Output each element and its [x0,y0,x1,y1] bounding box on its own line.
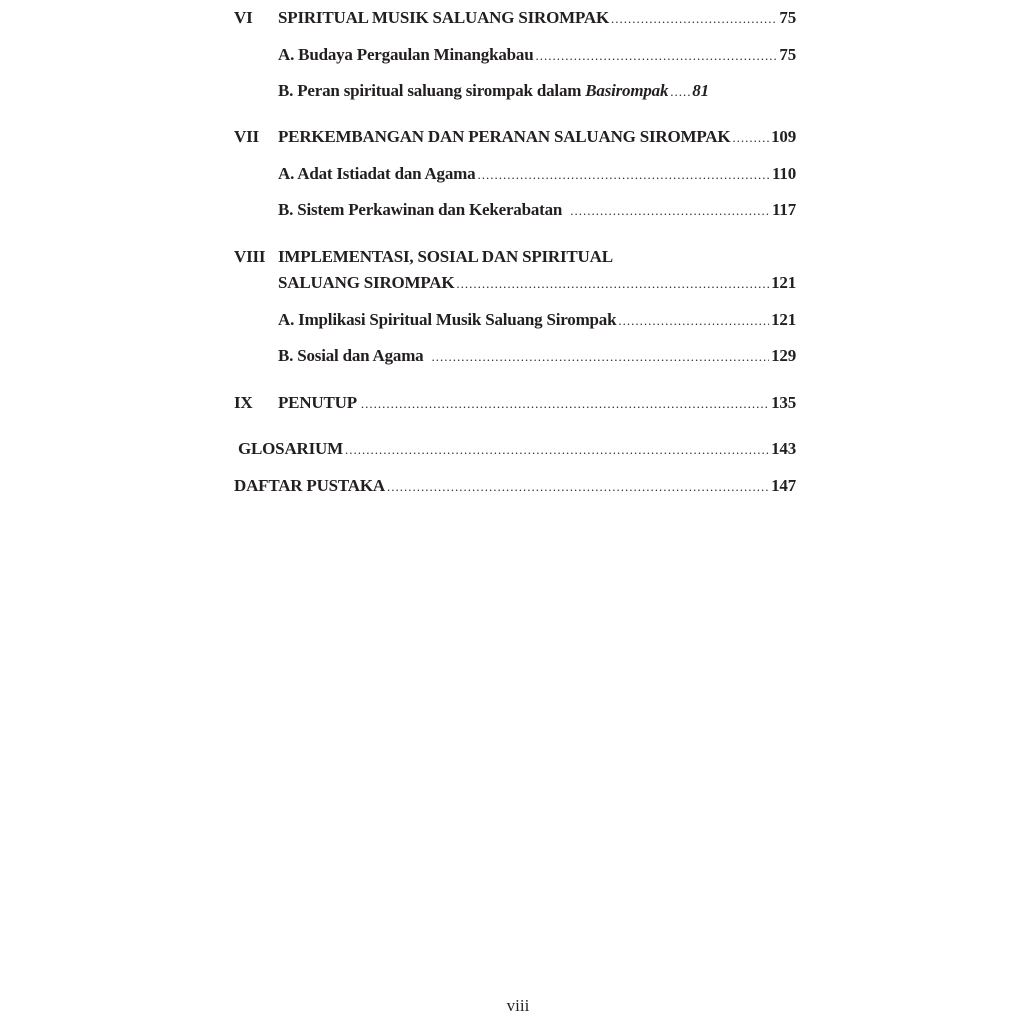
toc-entry-viii-a[interactable] [234,309,796,331]
entry-title: IMPLEMENTASI, SOSIAL DAN SPIRITUAL [278,247,613,266]
page-number: 109 [771,127,796,146]
dot-leader [570,200,770,222]
entry-title: PENUTUP [278,393,357,412]
toc-entry-vii-a[interactable] [234,163,796,185]
toc-chapter-viii-cont[interactable] [234,272,796,294]
chapter-number: VIII [234,247,266,266]
entry-title: GLOSARIUM [238,439,343,458]
entry-title-italic: Basirompak [585,81,669,100]
toc-daftar-pustaka[interactable] [234,475,796,497]
page-number: 147 [771,476,796,495]
entry-title: PERKEMBANGAN DAN PERANAN SALUANG SIROMPAK [278,127,731,146]
dot-leader [611,8,777,30]
entry-title: A. Adat Istiadat dan Agama [278,164,476,183]
dot-leader [456,273,769,295]
toc-entry-viii-b[interactable] [234,345,796,367]
entry-title [278,80,668,102]
page-number: 81 [692,81,709,100]
toc-chapter-vii[interactable] [234,126,796,148]
dot-leader [345,439,769,461]
toc-glosarium[interactable] [238,438,796,460]
page-number: 135 [771,393,796,412]
page-number: 75 [779,8,796,27]
entry-title: SPIRITUAL MUSIK SALUANG SIROMPAK [278,8,609,27]
entry-title: B. Sosial dan Agama [278,346,424,365]
dot-leader [670,81,690,103]
entry-title: SALUANG SIROMPAK [278,273,455,292]
page-number: 129 [771,346,796,365]
entry-title: B. Sistem Perkawinan dan Kekerabatan [278,200,563,219]
chapter-number: VI [234,8,253,27]
dot-leader [535,45,777,67]
dot-leader [618,310,769,332]
entry-title: DAFTAR PUSTAKA [234,476,385,495]
page-number: 121 [771,310,796,329]
dot-leader [477,164,770,186]
entry-title: A. Implikasi Spiritual Musik Saluang Sirompak [278,310,617,329]
toc-chapter-vi[interactable] [234,7,796,29]
chapter-number: VII [234,127,259,146]
page-number: 75 [779,45,796,64]
chapter-number: IX [234,393,253,412]
page-number: 121 [771,273,796,292]
dot-leader [732,127,769,149]
toc-chapter-viii[interactable] [234,246,796,268]
entry-title: A. Budaya Pergaulan Minangkabau [278,45,534,64]
page-number: 117 [772,200,796,219]
toc-entry-vi-a[interactable] [234,44,796,66]
toc-entry-vii-b[interactable] [234,199,796,221]
page-number: 143 [771,439,796,458]
toc-entry-vi-b[interactable] [234,80,796,102]
dot-leader [431,346,769,368]
page-footer-number: viii [506,996,530,1015]
page-number: 110 [772,164,796,183]
dot-leader [387,476,769,498]
toc-chapter-ix[interactable] [234,392,796,414]
dot-leader [361,393,769,415]
entry-title-text: B. Peran spiritual saluang sirompak dalam [278,81,586,100]
